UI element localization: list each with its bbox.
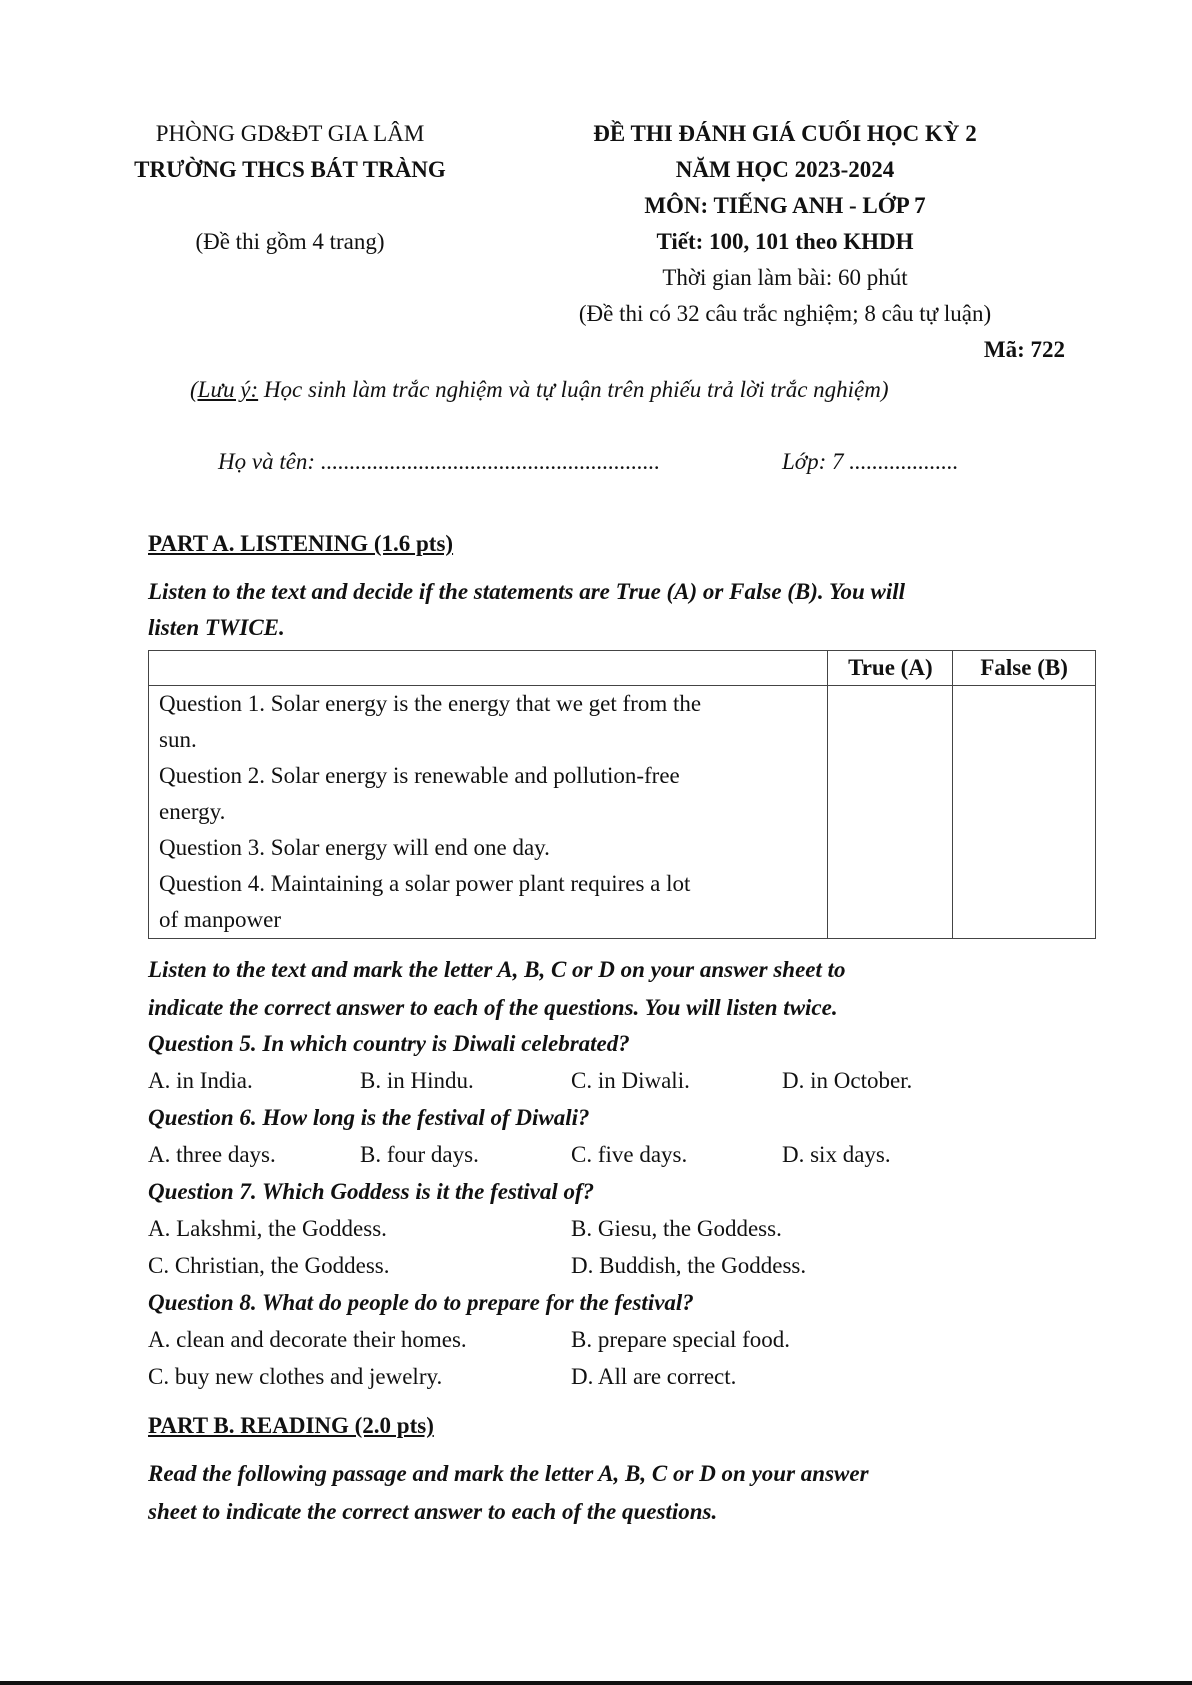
note-label: (Lưu ý: [190,377,259,402]
question-7: Question 7. Which Goddess is it the festival of? [148,1179,595,1204]
student-class-field[interactable]: Lớp: 7 ................... [782,449,959,474]
school-year: NĂM HỌC 2023-2024 [675,157,895,182]
table-header-true: True (A) [828,651,953,686]
true-answer-cell[interactable] [828,686,953,939]
statement-line: of manpower [159,907,281,932]
option-d: D. in October. [782,1068,913,1093]
page-bottom-rule [0,1681,1192,1685]
option-c: C. Christian, the Goddess. [148,1253,390,1278]
statements-cell [149,686,828,939]
note-text: Học sinh làm trắc nghiệm và tự luận trên phiếu trả lời trắc nghiệm) [258,377,889,402]
part-b-title: PART B. READING (2.0 pts) [148,1413,434,1438]
option-b: B. Giesu, the Goddess. [571,1216,782,1241]
department-name: PHÒNG GD&ĐT GIA LÂM [155,121,425,146]
statement-line: sun. [159,727,197,752]
note-line [190,372,889,408]
table-row [149,686,1096,939]
option-b: B. prepare special food. [571,1327,791,1352]
part-a-title: PART A. LISTENING (1.6 pts) [148,531,454,556]
statement-line: energy. [159,799,226,824]
student-name-field[interactable]: Họ và tên: ........................................................... [218,449,661,474]
false-answer-cell[interactable] [953,686,1096,939]
statement-line: Question 4. Maintaining a solar power plant requires a lot [159,871,691,896]
page-count-note: (Đề thi gồm 4 trang) [195,229,385,254]
table-header-false: False (B) [953,651,1096,686]
question-5: Question 5. In which country is Diwali celebrated? [148,1031,630,1056]
question-6: Question 6. How long is the festival of Diwali? [148,1105,590,1130]
time-line: Thời gian làm bài: 60 phút [662,265,908,290]
part-a-instruction-1-line-2: listen TWICE. [148,615,285,640]
option-c: C. in Diwali. [571,1068,690,1093]
option-a: A. Lakshmi, the Goddess. [148,1216,387,1241]
table-header-row [149,651,1096,686]
question-8: Question 8. What do people do to prepare for the festival? [148,1290,694,1315]
option-a: A. in India. [148,1068,253,1093]
option-a: A. three days. [148,1142,276,1167]
option-c: C. buy new clothes and jewelry. [148,1364,443,1389]
option-a: A. clean and decorate their homes. [148,1327,467,1352]
part-a-instruction-2-line-2: indicate the correct answer to each of the questions. You will listen twice. [148,995,838,1020]
part-b-instruction-line-1: Read the following passage and mark the letter A, B, C or D on your answer [148,1461,869,1486]
subject-line: MÔN: TIẾNG ANH - LỚP 7 [644,193,926,218]
option-b: B. in Hindu. [360,1068,474,1093]
option-d: D. Buddish, the Goddess. [571,1253,807,1278]
statement-line: Question 1. Solar energy is the energy that we get from the [159,691,702,716]
statement-line: Question 2. Solar energy is renewable and pollution-free [159,763,680,788]
school-name: TRƯỜNG THCS BÁT TRÀNG [134,157,446,182]
true-false-table [148,650,1096,939]
periods-line: Tiết: 100, 101 theo KHDH [656,229,914,254]
option-c: C. five days. [571,1142,688,1167]
exam-code: Mã: 722 [983,337,1065,362]
part-b-instruction-line-2: sheet to indicate the correct answer to each of the questions. [148,1499,718,1524]
part-a-instruction-1-line-1: Listen to the text and decide if the statements are True (A) or False (B). You will [148,579,906,604]
part-a-instruction-2-line-1: Listen to the text and mark the letter A, B, C or D on your answer sheet to [148,957,846,982]
option-d: D. All are correct. [571,1364,737,1389]
statement-line: Question 3. Solar energy will end one day. [159,835,550,860]
option-b: B. four days. [360,1142,479,1167]
exam-title: ĐỀ THI ĐÁNH GIÁ CUỐI HỌC KỲ 2 [593,121,977,146]
option-d: D. six days. [782,1142,891,1167]
composition-line: (Đề thi có 32 câu trắc nghiệm; 8 câu tự luận) [578,301,992,326]
table-header-blank [149,651,828,686]
